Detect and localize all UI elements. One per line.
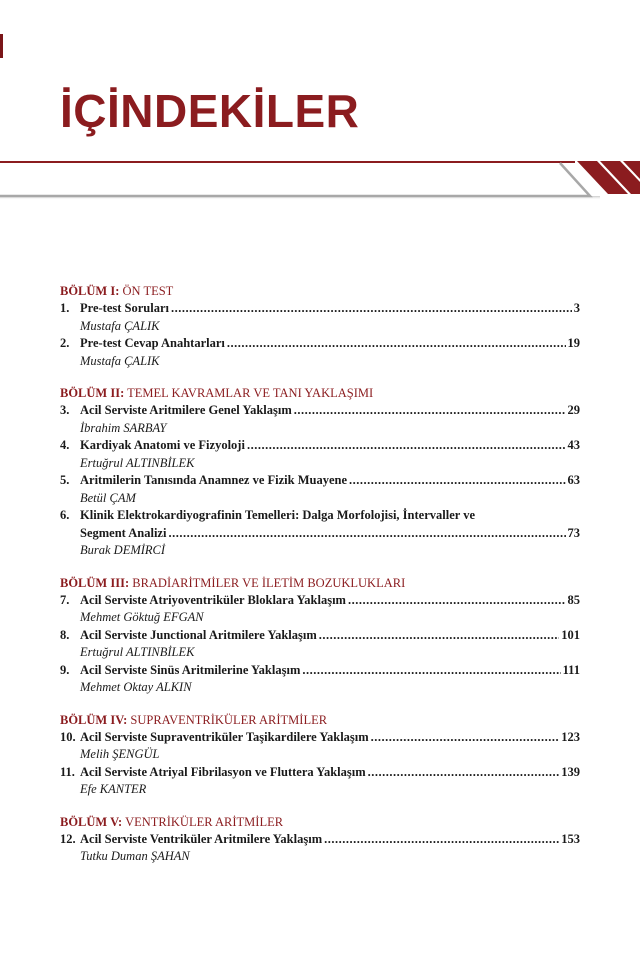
section	[60, 384, 580, 560]
entry-title: Pre-test Cevap Anahtarları	[80, 336, 225, 350]
entry-author: Burak DEMİRCİ	[80, 543, 166, 557]
entry-author: Ertuğrul ALTINBİLEK	[80, 645, 195, 659]
entry-title-line1: Klinik Elektrokardiyografinin Temelleri: Dalga Morfolojisi, İntervaller ve	[80, 508, 475, 522]
entry-number: 6.	[60, 508, 70, 522]
banner-bottom-rule	[0, 163, 590, 196]
entry-number: 10.	[60, 729, 76, 744]
entry-number: 5.	[60, 473, 70, 487]
banner-top-rule	[0, 161, 575, 163]
entry-number: 1.	[60, 301, 70, 315]
entry-author: Betül ÇAM	[80, 490, 136, 505]
leader-dots	[368, 764, 560, 782]
section-label: BÖLÜM II:	[60, 386, 125, 400]
entry-author: Mehmet Göktuğ EFGAN	[80, 610, 204, 624]
section	[60, 282, 580, 370]
section-header	[60, 711, 580, 729]
toc-entry[interactable]	[60, 300, 580, 318]
entry-author: Melih ŞENGÜL	[80, 747, 160, 761]
entry-title: Acil Serviste Junctional Aritmilere Yaklaşım	[80, 627, 317, 642]
toc-entry[interactable]	[60, 764, 580, 782]
page-number: 3	[573, 301, 580, 315]
page-number: 43	[567, 438, 580, 452]
toc-entry[interactable]	[60, 592, 580, 610]
entry-title: Acil Serviste Atriyal Fibrilasyon ve Fluttera Yaklaşım	[80, 764, 366, 779]
page-number: 153	[561, 831, 580, 846]
leader-dots	[324, 831, 559, 849]
header-banner	[0, 155, 640, 205]
section-header	[60, 574, 580, 592]
leader-dots	[319, 627, 559, 645]
entry-number: 11.	[60, 764, 75, 779]
toc-entry-first-line[interactable]	[60, 507, 580, 525]
page-number: 101	[561, 627, 580, 642]
leader-dots	[348, 592, 566, 610]
section	[60, 813, 580, 866]
toc-entry[interactable]	[60, 729, 580, 747]
section-label: BÖLÜM I:	[60, 284, 120, 298]
entry-number: 7.	[60, 592, 70, 607]
page-number: 85	[567, 592, 580, 607]
leader-dots	[302, 662, 560, 680]
section-title: VENTRİKÜLER ARİTMİLER	[125, 814, 284, 829]
entry-number: 4.	[60, 438, 70, 452]
entry-title: Acil Serviste Aritmilere Genel Yaklaşım	[80, 403, 292, 417]
section	[60, 574, 580, 697]
page-number: 19	[567, 336, 580, 350]
page-title: İÇİNDEKİLER	[60, 85, 360, 137]
entry-author: Efe KANTER	[80, 782, 147, 796]
leader-dots	[371, 729, 560, 747]
toc-entry[interactable]	[60, 525, 580, 543]
entry-author: Ertuğrul ALTINBİLEK	[80, 455, 195, 470]
section-title: ÖN TEST	[122, 284, 174, 298]
entry-title: Segment Analizi	[80, 525, 167, 540]
page-number: 29	[567, 403, 580, 417]
section-title: BRADİARİTMİLER VE İLETİM BOZUKLUKLARI	[132, 575, 406, 590]
entry-author: Tutku Duman ŞAHAN	[80, 849, 190, 863]
toc-entry[interactable]	[60, 335, 580, 353]
entry-title: Acil Serviste Atriyoventriküler Bloklara Yaklaşım	[80, 592, 346, 607]
entry-title: Acil Serviste Ventriküler Aritmilere Yaklaşım	[80, 831, 323, 846]
toc-entry[interactable]	[60, 627, 580, 645]
edge-mark	[0, 34, 3, 58]
page-number: 73	[567, 525, 580, 540]
toc-entry[interactable]	[60, 662, 580, 680]
entry-author: Mustafa ÇALIK	[80, 318, 160, 333]
section-title: SUPRAVENTRİKÜLER ARİTMİLER	[130, 712, 328, 727]
entry-number: 12.	[60, 831, 76, 846]
page-number: 139	[561, 764, 580, 779]
leader-dots	[247, 437, 566, 455]
section-label: BÖLÜM III:	[60, 575, 130, 590]
section-header	[60, 813, 580, 831]
leader-dots	[349, 472, 565, 490]
entry-number: 3.	[60, 403, 70, 417]
section-header	[60, 282, 580, 300]
entry-number: 8.	[60, 627, 70, 642]
toc-entry[interactable]	[60, 472, 580, 490]
toc-entry[interactable]	[60, 402, 580, 420]
entry-number: 2.	[60, 336, 70, 350]
section-label: BÖLÜM IV:	[60, 712, 128, 727]
toc-entry[interactable]	[60, 831, 580, 849]
leader-dots	[227, 335, 566, 353]
leader-dots	[171, 300, 572, 318]
table-of-contents	[60, 282, 580, 880]
page-number: 111	[562, 662, 580, 677]
section-label: BÖLÜM V:	[60, 814, 123, 829]
entry-title: Aritmilerin Tanısında Anamnez ve Fizik Muayene	[80, 473, 348, 487]
entry-author: Mehmet Oktay ALKIN	[80, 680, 192, 694]
entry-title: Pre-test Soruları	[80, 301, 169, 315]
entry-author: Mustafa ÇALIK	[80, 353, 160, 368]
page-number: 63	[567, 473, 580, 487]
entry-title: Acil Serviste Sinüs Aritmilerine Yaklaşım	[80, 662, 301, 677]
page-number: 123	[561, 729, 580, 744]
leader-dots	[294, 402, 566, 420]
section-header	[60, 384, 580, 402]
entry-author: İbrahim SARBAY	[80, 420, 167, 435]
entry-number: 9.	[60, 662, 70, 677]
entry-title: Kardiyak Anatomi ve Fizyoloji	[80, 438, 245, 452]
section-title: TEMEL KAVRAMLAR VE TANI YAKLAŞIMI	[127, 386, 374, 400]
toc-entry[interactable]	[60, 437, 580, 455]
entry-title: Acil Serviste Supraventriküler Taşikardilere Yaklaşım	[80, 729, 369, 744]
section	[60, 711, 580, 799]
leader-dots	[168, 525, 565, 543]
